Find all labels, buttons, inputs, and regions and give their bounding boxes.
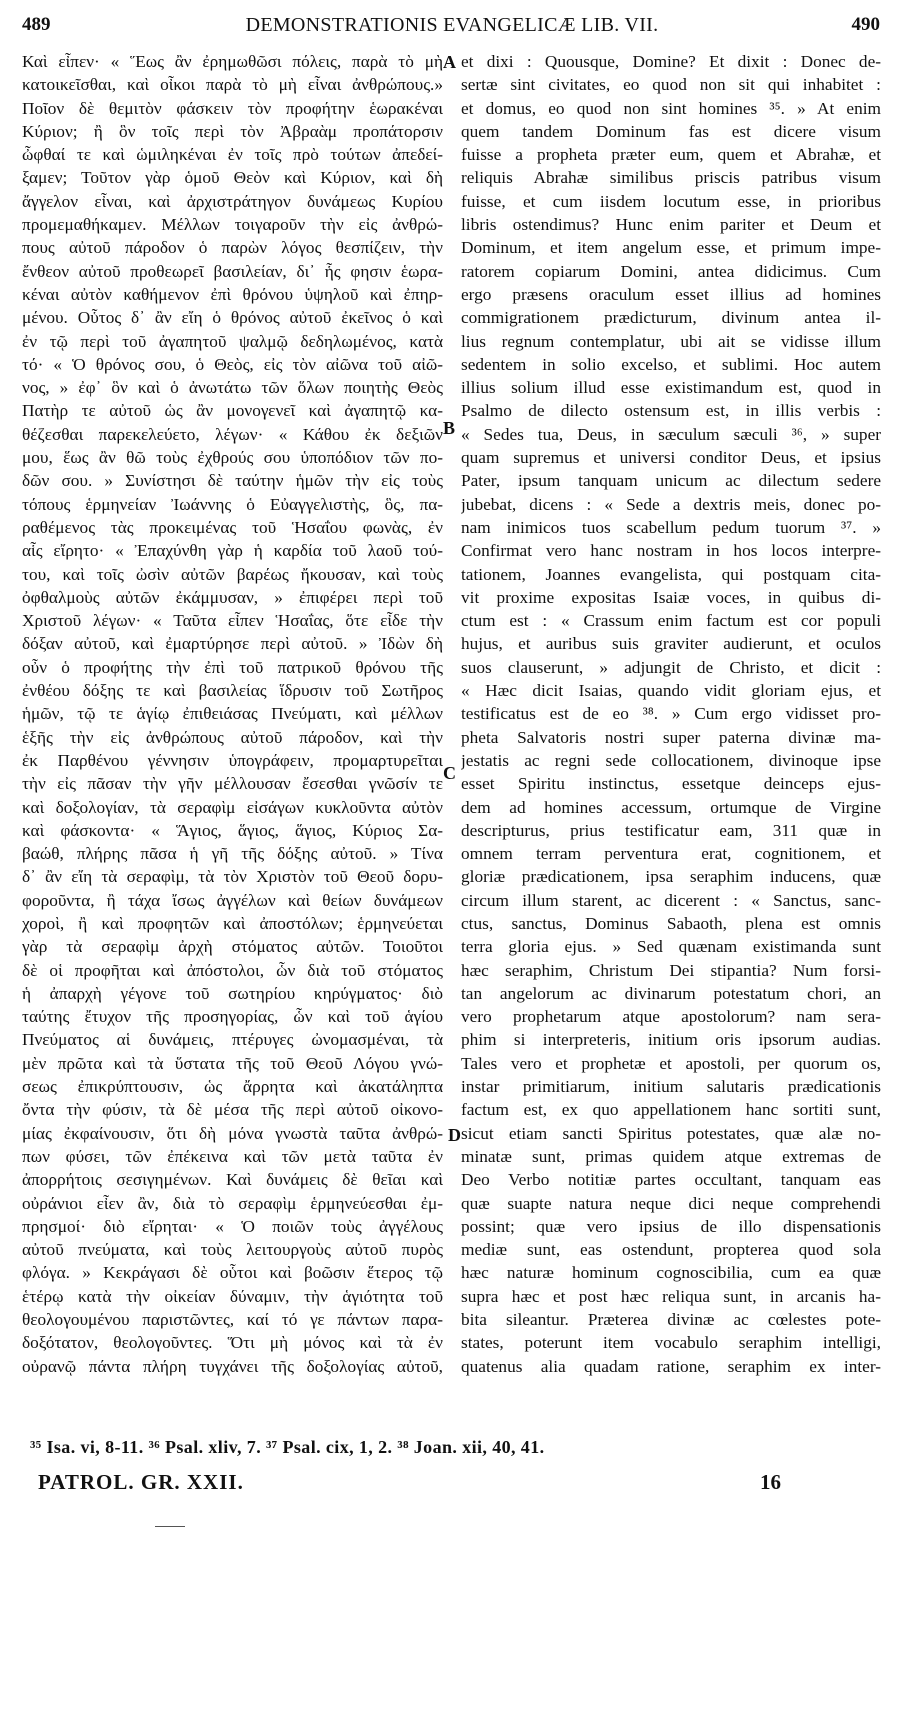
greek-text-line: ἡμῶν, τῷ τε ἁγίῳ ἐπιθειάσας Πνεύματι, καὶ μέλλων xyxy=(22,704,443,724)
greek-text-line: δόξαν αὐτοῦ, καὶ ἐμαρτύρησε περὶ αὐτοῦ. » Ἰδὼν δὴ xyxy=(22,634,443,654)
greek-text-line: χοροὶ, ἢ καὶ προφητῶν καὶ ἀποστόλων; ἑρμηνεύεται xyxy=(22,913,443,933)
latin-text-line: mediæ sunt, eas ostendunt, propterea quod sola xyxy=(461,1240,881,1260)
running-title: DEMONSTRATIONIS EVANGELICÆ LIB. VII. xyxy=(245,14,659,36)
greek-text-line: κέναι αὐτὸν καθήμενον ἐπὶ θρόνου ὑψηλοῦ καὶ ἐπηρ- xyxy=(22,284,443,304)
greek-text-line: μὲν πρῶτα καὶ τὰ ὕστατα τῆς τοῦ Θεοῦ Λόγου γνώ- xyxy=(22,1053,443,1073)
greek-text-line: ὄντα τὴν φύσιν, τὰ δὲ μέσα τῆς περὶ αὐτοῦ οἰκονο- xyxy=(22,1100,443,1120)
latin-text-line: ergo præsens oraculum esset illius ad homines xyxy=(461,284,881,304)
greek-text-line: καὶ φάσκοντα· « Ἅγιος, ἅγιος, ἅγιος, Κύριος Σα- xyxy=(22,820,443,840)
latin-text-line: pheta Salvatoris nostri super paterna divinæ ma- xyxy=(461,727,881,747)
latin-text-line: jubebat, dicens : « Sede a dextris meis, donec po- xyxy=(461,494,881,514)
greek-text-line: ἀπορρήτοις σεσιγημένων. Καὶ δυνάμεις δὲ θεῖαι καὶ xyxy=(22,1170,443,1190)
latin-text-line: Tales vero et prophetæ et apostoli, per quorum os, xyxy=(461,1053,881,1073)
greek-text-line: θεολογουμένου παριστῶντες, καί τό γε πάντων παρα- xyxy=(22,1310,443,1330)
greek-text-line: ἐν τῷ περὶ τοῦ ἀγαπητοῦ ψαλμῷ δεδηλωμένος, κατὰ xyxy=(22,331,443,351)
latin-text-line: terra gloria ejus. » Sed quænam existimanda sunt xyxy=(461,937,881,957)
latin-text-line: fuisse, et cum iisdem locutum esse, in prioribus xyxy=(461,191,881,211)
latin-text-line: et dixi : Quousque, Domine? Et dixit : Donec de- xyxy=(461,52,881,71)
latin-text-line: Dominum, et item angelum esse, et primum impe- xyxy=(461,238,881,258)
latin-text-line: quam supremus et universi conditor Deus, et ipsius xyxy=(461,448,881,468)
latin-text-line: quæ suapte natura neque dici neque comprehendi xyxy=(461,1193,881,1213)
latin-text-line: phim si interpreteris, initium oris ipsorum audias. xyxy=(461,1030,881,1050)
greek-text-line: μίας ἐκφαίνουσιν, ὅτι δὴ μόνα γνωστὰ ταῦτα ἀνθρώ- xyxy=(22,1123,443,1143)
greek-text-line: φλόγα. » Κεκράγασι δὲ οὗτοι καὶ βοῶσιν ἕτερος τῷ xyxy=(22,1263,443,1283)
latin-text-line: esset Spiritu instinctus, essetque deinceps ejus- xyxy=(461,774,881,794)
greek-text-line: νος, » ἐφ᾽ ὃν καὶ ὁ ἀνωτάτω τῶν ὅλων ποιητὴς Θεὸς xyxy=(22,378,443,398)
latin-text-line: quatenus alia quadam ratione, seraphim ex inter- xyxy=(461,1356,881,1376)
latin-text-line: fuisse a propheta præter eum, quem et Abrahæ, et xyxy=(461,145,881,165)
latin-text-line: tan angelorum ac divinarum potestatum chori, an xyxy=(461,983,881,1003)
latin-text-line: quem tandem Dominum fas est dicere visum xyxy=(461,121,881,141)
margin-marker-c: C xyxy=(443,763,456,783)
latin-text-line: sedentem in solio excelso, et sublimi. Hoc autem xyxy=(461,354,881,374)
latin-text-line: et domus, eo quod non sint homines ³⁵. » At enim xyxy=(461,98,881,118)
greek-text-line: ταύτης ἔτυχον τῆς προσηγορίας, ὧν καὶ τοῦ ἁγίου xyxy=(22,1007,443,1027)
series-signature: PATROL. GR. XXII. xyxy=(38,1470,244,1494)
latin-text-line: Confirmat vero hanc nostram in hos locos interpre- xyxy=(461,541,881,561)
greek-text-line: του, καὶ τοῖς ὠσὶν αὐτῶν βαρέως ἤκουσαν, καὶ τοὺς xyxy=(22,564,443,584)
latin-text-line: testificatus est de eo ³⁸. » Cum ergo vidisset pro- xyxy=(461,704,881,724)
latin-text-line: ctum est : « Crassum enim factum est cor populi xyxy=(461,611,881,631)
greek-text-line: ἡ ἀπαρχὴ γέγονε τοῦ σωτηρίου κηρύγματος· διὸ xyxy=(22,983,443,1003)
greek-text-line: καὶ δοξολογίαν, τὰ σεραφὶμ εἰσάγων κυκλοῦντα αὐτὸν xyxy=(22,797,443,817)
margin-marker-b: B xyxy=(443,418,456,438)
greek-text-line: αἷς εἴρητο· « Ἐπαχύνθη γὰρ ἡ καρδία τοῦ λαοῦ τού- xyxy=(22,541,443,561)
latin-text-line: Psalmo de dilecto ostensum est, in illis verbis : xyxy=(461,401,881,421)
latin-text-line: supra hæc et post hæc reliqua sunt, in arcanis ha- xyxy=(461,1286,881,1306)
latin-text-line: nam inimicos tuos scabellum pedum tuorum ³⁷. » xyxy=(461,517,881,537)
latin-text-line: possint; quæ vero ipsius de illo dispensationis xyxy=(461,1216,881,1236)
greek-text-line: πων φύσει, τῶν ἐπέκεινα καὶ τῶν μετὰ ταῦτα ἐν xyxy=(22,1146,443,1166)
greek-text-line: οὐράνιοι εἶεν ἂν, διὰ τὸ σεραφὶμ ἑρμηνεύεσθαι ἐμ- xyxy=(22,1193,443,1213)
greek-text-line: ὦφθαί τε καὶ ὡμιληκέναι ἐν τοῖς πρὸ τούτων ἀπεδεί- xyxy=(22,145,443,165)
latin-text-line: suos clauserunt, » adjungit de Christo, et dicit : xyxy=(461,657,881,677)
greek-text-line: δῶν σου. » Συνίστησι δὲ ταύτην ἡμῶν τὴν εἰς τοὺς xyxy=(22,471,443,491)
latin-text-line: lius regnum contemplatur, ubi ait se vidisse illum xyxy=(461,331,881,351)
latin-text-line: omnem terram perventura erat, cognitionem, et xyxy=(461,844,881,864)
greek-text-line: Πνεύματος αἱ δυνάμεις, πτέρυγες ὠνομασμέναι, τὰ xyxy=(22,1030,443,1050)
latin-text-line: Pater, ipsum tanquam unicum ac dilectum sedere xyxy=(461,471,881,491)
greek-text-line: δ᾽ ἂν εἴη τὰ σεραφὶμ, τὰ τὸν Χριστὸν τοῦ Θεοῦ δορυ- xyxy=(22,867,443,887)
latin-text-line: factum est, ex quo appellationem hanc sortiti sunt, xyxy=(461,1100,881,1120)
greek-text-line: ἐκ Παρθένου γέννησιν ὑπογράφειν, προμαρτυρεῖται xyxy=(22,750,443,770)
margin-marker-d: D xyxy=(448,1125,461,1145)
greek-text-line: πους αὐτοῦ πάροδον ὁ παρὼν λόγος θεσπίζειν, τὴν xyxy=(22,238,443,258)
page-number-left: 489 xyxy=(22,14,51,35)
latin-text-line: gloriæ prædicationem, ipsa seraphim inducens, quæ xyxy=(461,867,881,887)
latin-text-line: vit proxime expositas Isaiæ voces, in quibus di- xyxy=(461,587,881,607)
latin-text-line: « Sedes tua, Deus, in sæculum sæculi ³⁶, » super xyxy=(461,424,881,444)
margin-marker-a: A xyxy=(443,52,456,72)
greek-text-line: μένου. Οὗτος δ᾽ ἂν εἴη ὁ θρόνος αὐτοῦ ἐκεῖνος ὁ καὶ xyxy=(22,308,443,328)
greek-text-line: ξαμεν; Τοῦτον γὰρ ὁμοῦ Θεὸν καὶ Κύριον, καὶ δὴ xyxy=(22,168,443,188)
greek-text-line: βαώθ, πλήρης πᾶσα ἡ γῆ τῆς δόξης αὐτοῦ. » Τίνα xyxy=(22,844,443,864)
latin-text-line: Deo Verbo notitiæ partes occultant, tanquam eas xyxy=(461,1170,881,1190)
latin-text-line: ratorem copiarum Domini, antea didicimus. Cum xyxy=(461,261,881,281)
latin-text-line: circum illum starent, ac dicerent : « Sanctus, sanc- xyxy=(461,890,881,910)
page-footer xyxy=(38,1470,858,1500)
greek-text-line: ἑξῆς τὴν εἰς ἀνθρώπους αὐτοῦ πάροδον, καὶ τὴν xyxy=(22,727,443,747)
greek-text-line: Πατὴρ τε αὐτοῦ ὡς ἂν μονογενεῖ καὶ ἀγαπητῷ κα- xyxy=(22,401,443,421)
greek-text-line: ὀφθαλμοὺς αὐτῶν ἐκάμμυσαν, » ἐπιφέρει περὶ τοῦ xyxy=(22,587,443,607)
greek-text-line: οὐρανῷ πάντα πλήρη τυγχάνει τῆς δοξολογίας αὐτοῦ, xyxy=(22,1356,443,1376)
latin-text-line: jestatis ac regni sede collocationem, divinoque ipse xyxy=(461,750,881,770)
greek-text-line: Ποῖον δὲ θεμιτὸν φάσκειν τὸν προφήτην ἑωρακέναι xyxy=(22,98,443,118)
latin-text-line: descripturus, prius testificatur eam, 311 quæ in xyxy=(461,820,881,840)
latin-text-line: sicut etiam sancti Spiritus potestates, quæ alæ no- xyxy=(461,1123,881,1143)
greek-text-line: τόπους ἑρμηνείαν Ἰωάννης ὁ Εὐαγγελιστὴς, ὃς, πα- xyxy=(22,494,443,514)
latin-text-line: states, poterunt item vocabulo seraphim intelligi, xyxy=(461,1333,881,1353)
latin-text-line: libris ostendimus? Hunc enim pariter et Deum et xyxy=(461,215,881,235)
latin-text-line: hujus, et auribus suis graviter audierunt, et oculos xyxy=(461,634,881,654)
greek-text-line: δοξότατον, θεολογοῦντες. Ὅτι μὴ μόνος καὶ τὰ ἐν xyxy=(22,1333,443,1353)
greek-text-line: μου, ἕως ἂν θῶ τοὺς ἐχθρούς σου ὑποπόδιον τῶν πο- xyxy=(22,448,443,468)
greek-text-line: ἔνθεον αὐτοῦ προθεωρεῖ βασιλείαν, δι᾽ ἧς φησιν ἑωρα- xyxy=(22,261,443,281)
greek-text-line: πρησμοί· διὸ εἴρηται· « Ὁ ποιῶν τοὺς ἀγγέλους xyxy=(22,1216,443,1236)
greek-text-line: ραθέμενος τὰς προκειμένας τοῦ Ἡσαΐου φωνὰς, ἐν xyxy=(22,517,443,537)
page-header xyxy=(22,6,882,40)
greek-text-line: ἐνθέου δόξης τε καὶ βασιλείας ἵδρυσιν τοῦ Σωτῆρος xyxy=(22,681,443,701)
page-number-right: 490 xyxy=(851,14,880,35)
latin-text-line: vero prophetarum atque apostolorum? nam sera- xyxy=(461,1007,881,1027)
greek-text-line: τό· « Ὁ θρόνος σου, ὁ Θεὸς, εἰς τὸν αἰῶνα τοῦ αἰῶ- xyxy=(22,354,443,374)
greek-text-line: σεως ἐπικρύπτουσιν, ὡς ἄρρητα καὶ ἀκατάληπτα xyxy=(22,1077,443,1097)
latin-text-line: minatæ sunt, primas quidem atque extremas de xyxy=(461,1146,881,1166)
footnotes: ³⁵ Isa. vi, 8-11. ³⁶ Psal. xliv, 7. ³⁷ Psal. cix, 1, 2. ³⁸ Joan. xii, 40, 41. xyxy=(30,1437,545,1457)
greek-text-line: δὲ οἱ προφῆται καὶ ἀπόστολοι, ὧν διὰ τοῦ στόματος xyxy=(22,960,443,980)
latin-text-line: dem ad homines accessum, ortumque de Virgine xyxy=(461,797,881,817)
latin-text-line: sertæ sint civitates, eo quod non sit qui inhabitet : xyxy=(461,75,881,95)
latin-text-line: « Hæc dicit Isaias, quando vidit gloriam ejus, et xyxy=(461,681,881,701)
greek-text-line: Καὶ εἶπεν· « Ἕως ἂν ἐρημωθῶσι πόλεις, παρὰ τὸ μὴ xyxy=(22,52,443,71)
latin-text-line: ctus, sanctus, Dominus Sabaoth, plena est omnis xyxy=(461,913,881,933)
greek-text-line: οὖν ὁ προφήτης τὴν ἐπὶ τοῦ πατρικοῦ θρόνου τῆς xyxy=(22,657,443,677)
divider-dash xyxy=(155,1526,185,1527)
greek-text-line: Κύριον; ἢ ὃν τοῖς περὶ τὸν Ἀβραὰμ προπάτορσιν xyxy=(22,121,443,141)
greek-text-line: φοροῦντα, ἢ τάχα ἴσως ἀγγέλων καὶ θείων δυνάμεων xyxy=(22,890,443,910)
latin-text-line: instar primitiarum, initium salutaris prædicationis xyxy=(461,1077,881,1097)
latin-text-line: reliquis Abrahæ similibus priscis patribus visum xyxy=(461,168,881,188)
greek-text-line: ἄγγελον εἶναι, καὶ ἀρχιστράτηγον δυνάμεως Κυρίου xyxy=(22,191,443,211)
greek-text-line: αὐτοῦ πνεύματα, καὶ τοὺς λειτουργοὺς αὐτοῦ πυρὸς xyxy=(22,1240,443,1260)
latin-text-line: hæc naturæ hominum cognoscibilia, cum ea quæ xyxy=(461,1263,881,1283)
greek-text-line: Χριστοῦ λέγων· « Ταῦτα εἶπεν Ἡσαΐας, ὅτε εἶδε τὴν xyxy=(22,611,443,631)
greek-text-line: τὴν εἰς πᾶσαν τὴν γῆν μέλλουσαν ἔσεσθαι γνῶσίν τε xyxy=(22,774,443,794)
greek-text-line: κατοικεῖσθαι, καὶ οἶκοι παρὰ τὸ μὴ εἶναι ἀνθρώπους.» xyxy=(22,75,443,95)
latin-text-line: tationem, Joannes evangelista, qui postquam cita- xyxy=(461,564,881,584)
greek-text-line: θέζεσθαι παρεκελεύετο, λέγων· « Κάθου ἐκ δεξιῶν xyxy=(22,424,443,444)
greek-text-line: προμεμαθήκαμεν. Μέλλων τοιγαροῦν τὴν εἰς ἀνθρώ- xyxy=(22,215,443,235)
latin-text-line: commigrationem prædicturum, divinum antea il- xyxy=(461,308,881,328)
latin-text-line: illius solium illud esse existimandum est, quod in xyxy=(461,378,881,398)
greek-text-line: ἑτέρῳ κατὰ τὴν οἰκείαν δύναμιν, τὴν ἁγιότητα τοῦ xyxy=(22,1286,443,1306)
latin-text-line: bita sileantur. Præterea divinæ ac cœlestes pote- xyxy=(461,1310,881,1330)
greek-text-line: γὰρ τὰ σεραφὶμ ἀρχὴ στόματος αὐτῶν. Τοιοῦτοι xyxy=(22,937,443,957)
latin-text-line: hæc seraphim, Christum Dei stipantia? Num forsi- xyxy=(461,960,881,980)
gathering-number: 16 xyxy=(760,1470,781,1494)
